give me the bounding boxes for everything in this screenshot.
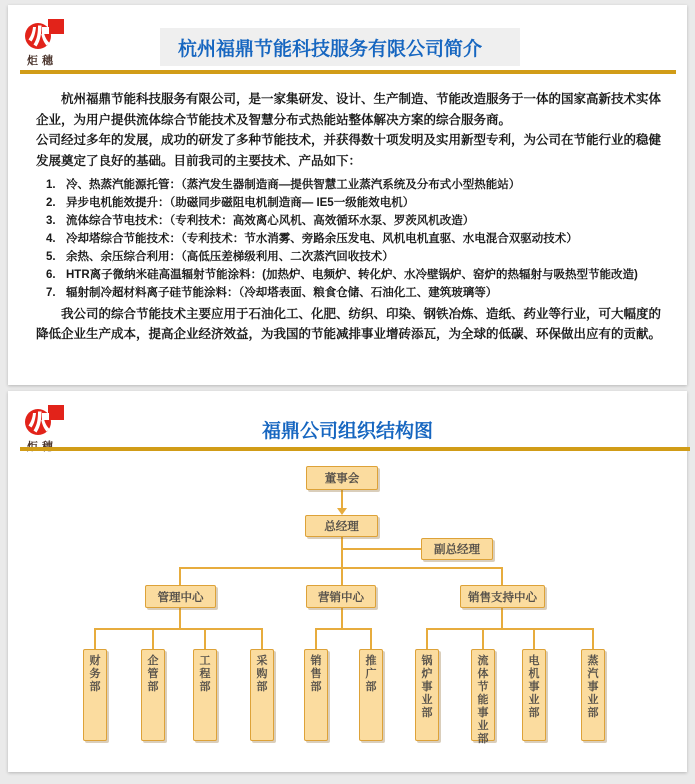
org-node-department: 企管部	[141, 649, 165, 741]
org-node-department: 采购部	[250, 649, 274, 741]
connector-depts-span	[426, 628, 594, 630]
connector-depts-span	[94, 628, 263, 630]
connector-stub	[179, 567, 181, 585]
connector-stub	[94, 628, 96, 649]
list-number: 7.	[46, 287, 56, 299]
connector-stub	[315, 628, 317, 649]
org-node-management-center: 管理中心	[145, 585, 216, 608]
connector-centers-span	[179, 567, 503, 569]
gold-divider	[20, 447, 690, 451]
intro-paragraph-2: 公司经过多年的发展，成功的研发了多种节能技术，并获得数十项发明及实用新型专利，为公司在节能行业的稳健发展奠定了良好的基础。目前我司的主要技术、产品如下：	[36, 133, 662, 168]
list-number: 3.	[46, 215, 56, 227]
connector-stub	[501, 567, 503, 585]
org-node-marketing-center: 营销中心	[306, 585, 376, 608]
org-node-department: 流体节能事业部	[471, 649, 495, 741]
list-item	[46, 284, 661, 302]
list-number: 5.	[46, 251, 56, 263]
list-text: 流体综合节电技术：（专利技术：高效离心风机、高效循环水泵、罗茨风机改造）	[66, 215, 475, 227]
connector-stub	[152, 628, 154, 649]
connector-stub	[370, 628, 372, 649]
org-chart-title: 福鼎公司组织结构图	[261, 421, 433, 442]
connector-depts-span	[315, 628, 372, 630]
org-node-department: 工程部	[193, 649, 217, 741]
list-text: 冷却塔综合节能技术：（专利技术：节水消雾、旁路余压发电、风机电机直驱、水电混合双驱动技术）	[66, 233, 578, 245]
connector-stub	[501, 608, 503, 628]
connector-stub	[426, 628, 428, 649]
connector-gm-down	[341, 537, 343, 585]
list-text: 余热、余压综合利用：（高低压差梯级利用、二次蒸汽回收技术）	[66, 251, 394, 263]
connector-stub	[533, 628, 535, 649]
company-logo	[25, 18, 77, 68]
connector-stub	[204, 628, 206, 649]
list-item	[46, 230, 661, 248]
list-item	[46, 176, 661, 194]
org-node-department: 财务部	[83, 649, 107, 741]
org-chart-card	[8, 391, 687, 772]
connector-stub	[341, 608, 343, 628]
list-number: 6.	[46, 269, 56, 281]
technology-list	[36, 176, 661, 302]
org-node-department: 销售部	[304, 649, 328, 741]
org-node-department: 电机事业部	[522, 649, 546, 741]
org-node-general-manager: 总经理	[305, 515, 378, 537]
company-intro-card	[8, 5, 687, 385]
connector-to-deputy	[341, 548, 421, 550]
logo-text: 炬穗	[27, 55, 57, 67]
arrow-down-icon	[337, 508, 347, 515]
list-item	[46, 248, 661, 266]
list-number: 4.	[46, 233, 56, 245]
intro-title: 杭州福鼎节能科技服务有限公司简介	[178, 38, 483, 60]
connector-board-to-gm	[341, 490, 343, 508]
org-node-department: 蒸汽事业部	[581, 649, 605, 741]
intro-closing-paragraph: 我公司的综合节能技术主要应用于石油化工、化肥、纺织、印染、钢铁冶炼、造纸、药业等行业，可大幅度的降低企业生产成本，提高企业经济效益，为我国的节能减排事业增砖添瓦，为全球的低碳、环保做出应有的贡献。	[36, 307, 662, 341]
list-text: 冷、热蒸汽能源托管：（蒸汽发生器制造商—提供智慧工业蒸汽系统及分布式小型热能站）	[66, 179, 521, 191]
connector-stub	[179, 608, 181, 628]
list-number: 1.	[46, 179, 56, 191]
intro-body	[8, 89, 687, 344]
org-node-department: 推广部	[359, 649, 383, 741]
list-item	[46, 266, 661, 284]
list-text: HTR离子微纳米硅高温辐射节能涂料：(加热炉、电频炉、转化炉、水冷壁锅炉、窑炉的热辐射与吸热型节能改造)	[66, 269, 638, 281]
list-text: 辐射制冷超材料离子硅节能涂料：（冷却塔表面、粮食仓储、石油化工、建筑玻璃等）	[66, 287, 498, 299]
list-number: 2.	[46, 197, 56, 209]
org-node-deputy-general-manager: 副总经理	[421, 538, 493, 560]
connector-stub	[592, 628, 594, 649]
org-node-department: 锅炉事业部	[415, 649, 439, 741]
gold-divider	[20, 70, 676, 74]
list-item	[46, 212, 661, 230]
intro-title-bar	[160, 28, 520, 66]
list-text: 异步电机能效提升：（助磁同步磁阻电机制造商— IE5一级能效电机）	[66, 197, 415, 209]
org-node-sales-support-center: 销售支持中心	[460, 585, 545, 608]
list-item	[46, 194, 661, 212]
intro-paragraph-1: 杭州福鼎节能科技服务有限公司，是一家集研发、设计、生产制造、节能改造服务于一体的国家高新技术实体企业，为用户提供流体综合节能技术及智慧分布式热能站整体解决方案的综合服务商。	[36, 92, 662, 127]
connector-stub	[261, 628, 263, 649]
org-node-board: 董事会	[306, 466, 378, 490]
torch-flame-icon	[25, 18, 65, 51]
connector-stub	[482, 628, 484, 649]
